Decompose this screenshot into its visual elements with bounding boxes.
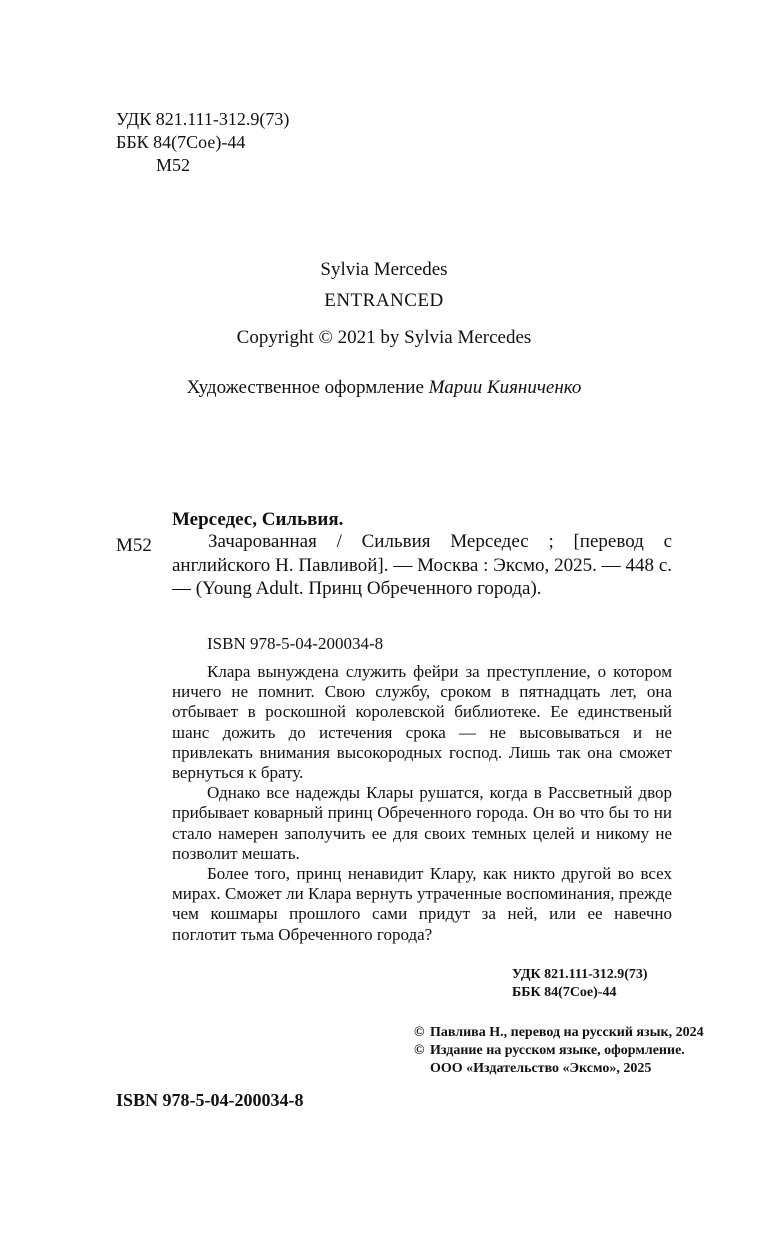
art-credit-label: Художественное оформление [186,377,424,398]
copyright-notices [414,1024,704,1078]
copyright-notice [414,1042,704,1078]
annotation [172,662,672,945]
udk-code: УДК 821.111-312.9(73) [116,109,290,129]
catalog-description [172,530,672,601]
copyright-symbol: © [414,1043,425,1058]
annotation-paragraph: Однако все надежды Клары рушатся, когда в Рассветный двор прибывает коварный принц Обреченного города. Он во что бы то ни стало намерен заполучить ее для своих темных целей и никому не позволит мешать. [172,783,672,863]
copyright-text: Издание на русском языке, оформление. ООО «Издательство «Эксмо», 2025 [430,1043,685,1076]
annotation-paragraph: Более того, принц ненавидит Клару, как никто другой во всех мирах. Сможет ли Клара вернуть утраченные воспоминания, прежде чем кошмары прошлого сами придут за ней, или ее навечно поглотит тьма Обреченного города? [172,864,672,944]
copyright-symbol: © [414,1025,425,1040]
catalog-isbn: ISBN 978-5-04-200034-8 [207,634,384,653]
copyright-notice [414,1024,704,1042]
original-title: ENTRANCED [324,290,444,311]
bbk-code: ББК 84(7Сое)-44 [116,132,246,152]
isbn-bottom: ISBN 978-5-04-200034-8 [116,1090,304,1110]
art-credit [0,377,768,399]
annotation-paragraph: Клара вынуждена служить фейри за преступление, о котором ничего не помнит. Свою службу, сроком в пятнадцать лет, она отбывает в роскошной королевской библиотеке. Ее единственый шанс дожить до истечения срока — не высовываться и не привлекать внимания высокородных господ. Лишь так она сможет вернуться к брату. [172,662,672,783]
catalog-side-code: М52 [116,535,152,556]
bbk-code-bottom: ББК 84(7Сое)-44 [512,985,617,1000]
catalog-description-text: Зачарованная / Сильвия Мерседес ; [перевод с английского Н. Павливой]. — Москва : Эксмо, 2025. — 448 с. — (Young Adult. Принц Обреченного города). [172,531,672,599]
art-credit-name: Марии Кияниченко [428,377,582,398]
original-copyright: Copyright © 2021 by Sylvia Mercedes [236,327,532,348]
original-author: Sylvia Mercedes [320,259,448,280]
top-classification-codes [116,108,289,177]
catalog-heading: Мерседес, Сильвия. [172,509,344,530]
udk-code-bottom: УДК 821.111-312.9(73) [512,967,648,982]
bottom-classification-codes [512,966,648,1002]
copyright-text: Павлива Н., перевод на русский язык, 2024 [430,1025,704,1040]
author-mark: М52 [156,155,191,175]
